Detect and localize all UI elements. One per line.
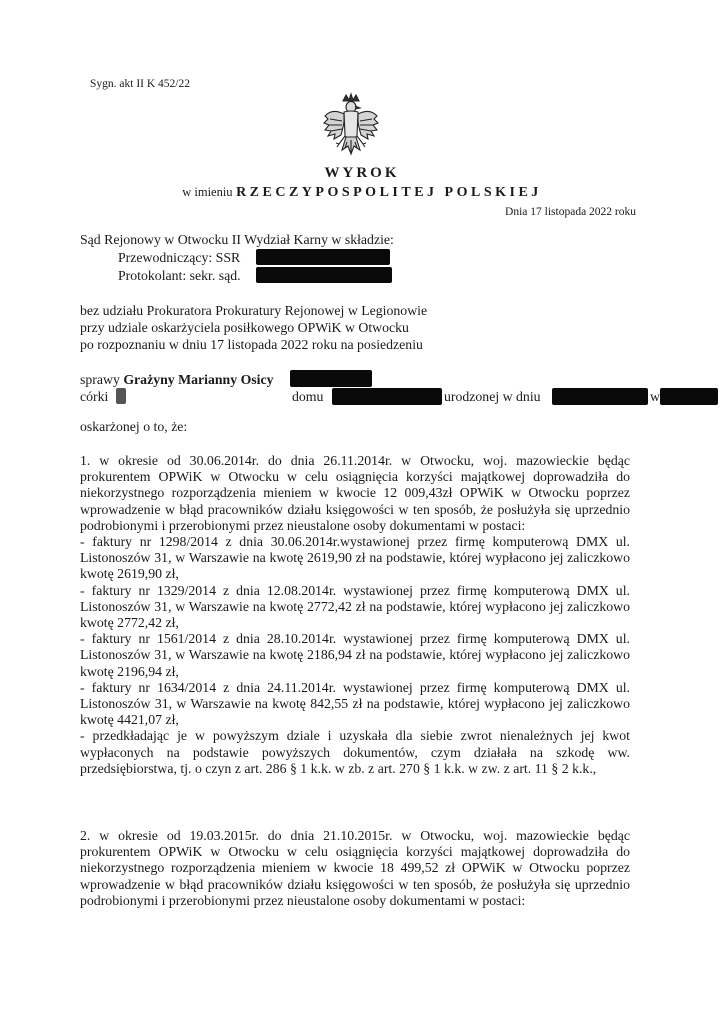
subtitle-republic: RZECZYPOSPOLITEJ POLSKIEJ xyxy=(236,185,542,200)
intro-line-1: bez udziału Prokuratora Prokuratury Rejonowej w Legionowie xyxy=(80,303,428,318)
charge-2-text: 2. w okresie od 19.03.2015r. do dnia 21.10.2015r. w Otwocku, woj. mazowieckie będąc prokurentem OPWiK w Otwocku w celu osiągnięcia korzyści majątkowej doprowadziła do niekorzystnego rozporządzenia mieniem w kwocie 18 499,52 zł OPWiK w Otwocku poprzez wprowadzenie w błąd pracowników działu księgowości w ten sposób, że posłużyła się uprzednio podrobionymi i przerobionymi przez nieustalone osoby dokumentami w postaci: xyxy=(80,828,630,908)
intro-line-2: przy udziale oskarżyciela posiłkowego OPWiK w Otwocku xyxy=(80,320,409,335)
charge-1-text: 1. w okresie od 30.06.2014r. do dnia 26.11.2014r. w Otwocku, woj. mazowieckie będąc prokurentem OPWiK w Otwocku w celu osiągnięcia korzyści majątkowej doprowadziła do niekorzystnego rozporządzenia mieniem w kwocie 12 009,43zł OPWiK w Otwocku poprzez wprowadzenie w błąd pracowników działu księgowości w ten sposób, że posłużyła się uprzednio podrobionymi i przerobionymi przez nieustalone osoby dokumentami w postaci: xyxy=(80,453,630,533)
charge-2 xyxy=(80,828,630,909)
defendant-name: Grażyny Marianny Osicy xyxy=(123,372,274,387)
intro-line-3: po rozpoznaniu w dniu 17 listopada 2022 roku na posiedzeniu xyxy=(80,337,423,352)
redaction-block xyxy=(256,249,390,265)
redaction-block xyxy=(116,388,126,404)
invoice-item: - faktury nr 1329/2014 z dnia 12.08.2014r. wystawionej przez firmę komputerową DMX ul. Listonoszów 31, w Warszawie na kwotę 2772,42 zł na podstawie, której wypłacono jej zaliczkowo kwotę 2772,42 zł, xyxy=(80,582,630,631)
invoice-item: - faktury nr 1298/2014 z dnia 30.06.2014r.wystawionej przez firmę komputerową DMX ul. Listonoszów 31, w Warszawie na kwotę 2619,90 zł na podstawie, której wypłacono jej zaliczkowo kwotę 2619,90 zł, xyxy=(80,534,630,582)
charge-1 xyxy=(80,453,630,777)
case-birth-label: urodzonej w dniu xyxy=(444,389,541,404)
case-prefix: sprawy xyxy=(80,372,120,387)
charge-1-conclusion: - przedkładając je w powyższym dziale i uzyskała dla siebie zwrot nienależnych jej kwot wypłaconych na podstawie powyższych dokumentów, czym działała na szkodę ww. przedsiębiorstwa, tj. o czyn z art. 286 § 1 k.k. w zb. z art. 270 § 1 k.k. w zw. z art. 11 § 2 k.k., xyxy=(80,728,630,776)
accused-line: oskarżonej o to, że: xyxy=(80,419,188,434)
court-clerk: Protokolant: sekr. sąd. xyxy=(118,268,241,283)
case-maiden-label: domu xyxy=(292,389,324,404)
case-place-label: w xyxy=(650,389,660,404)
verdict-date: Dnia 17 listopada 2022 roku xyxy=(505,206,636,218)
polish-eagle-emblem-icon xyxy=(322,92,380,162)
court-line: Sąd Rejonowy w Otwocku II Wydział Karny w składzie: xyxy=(80,232,394,247)
subtitle-prefix: w imieniu xyxy=(182,185,233,199)
case-signature: Sygn. akt II K 452/22 xyxy=(90,78,190,90)
case-line xyxy=(80,372,274,388)
presiding-judge: Przewodniczący: SSR xyxy=(118,250,241,265)
invoice-item: - faktury nr 1561/2014 z dnia 28.10.2014r. wystawionej przez firmę komputerową DMX ul. Listonoszów 31, w Warszawie na kwotę 2186,94 zł na podstawie, której wypłacono jej zaliczkowo kwotę 2196,94 zł, xyxy=(80,631,630,679)
verdict-subtitle xyxy=(0,185,724,201)
redaction-block xyxy=(256,267,392,283)
redaction-block xyxy=(552,388,648,405)
redaction-block xyxy=(332,388,442,405)
invoice-item: - faktury nr 1634/2014 z dnia 24.11.2014r. wystawionej przez firmę komputerową DMX ul. Listonoszów 31, w Warszawie na kwotę 842,55 zł na podstawie, której wypłacono jej zaliczkowo kwotę 4421,07 zł, xyxy=(80,679,630,728)
redaction-block xyxy=(290,370,372,387)
redaction-block xyxy=(660,388,718,405)
case-parents-label: córki xyxy=(80,389,109,404)
verdict-title: WYROK xyxy=(324,165,400,181)
